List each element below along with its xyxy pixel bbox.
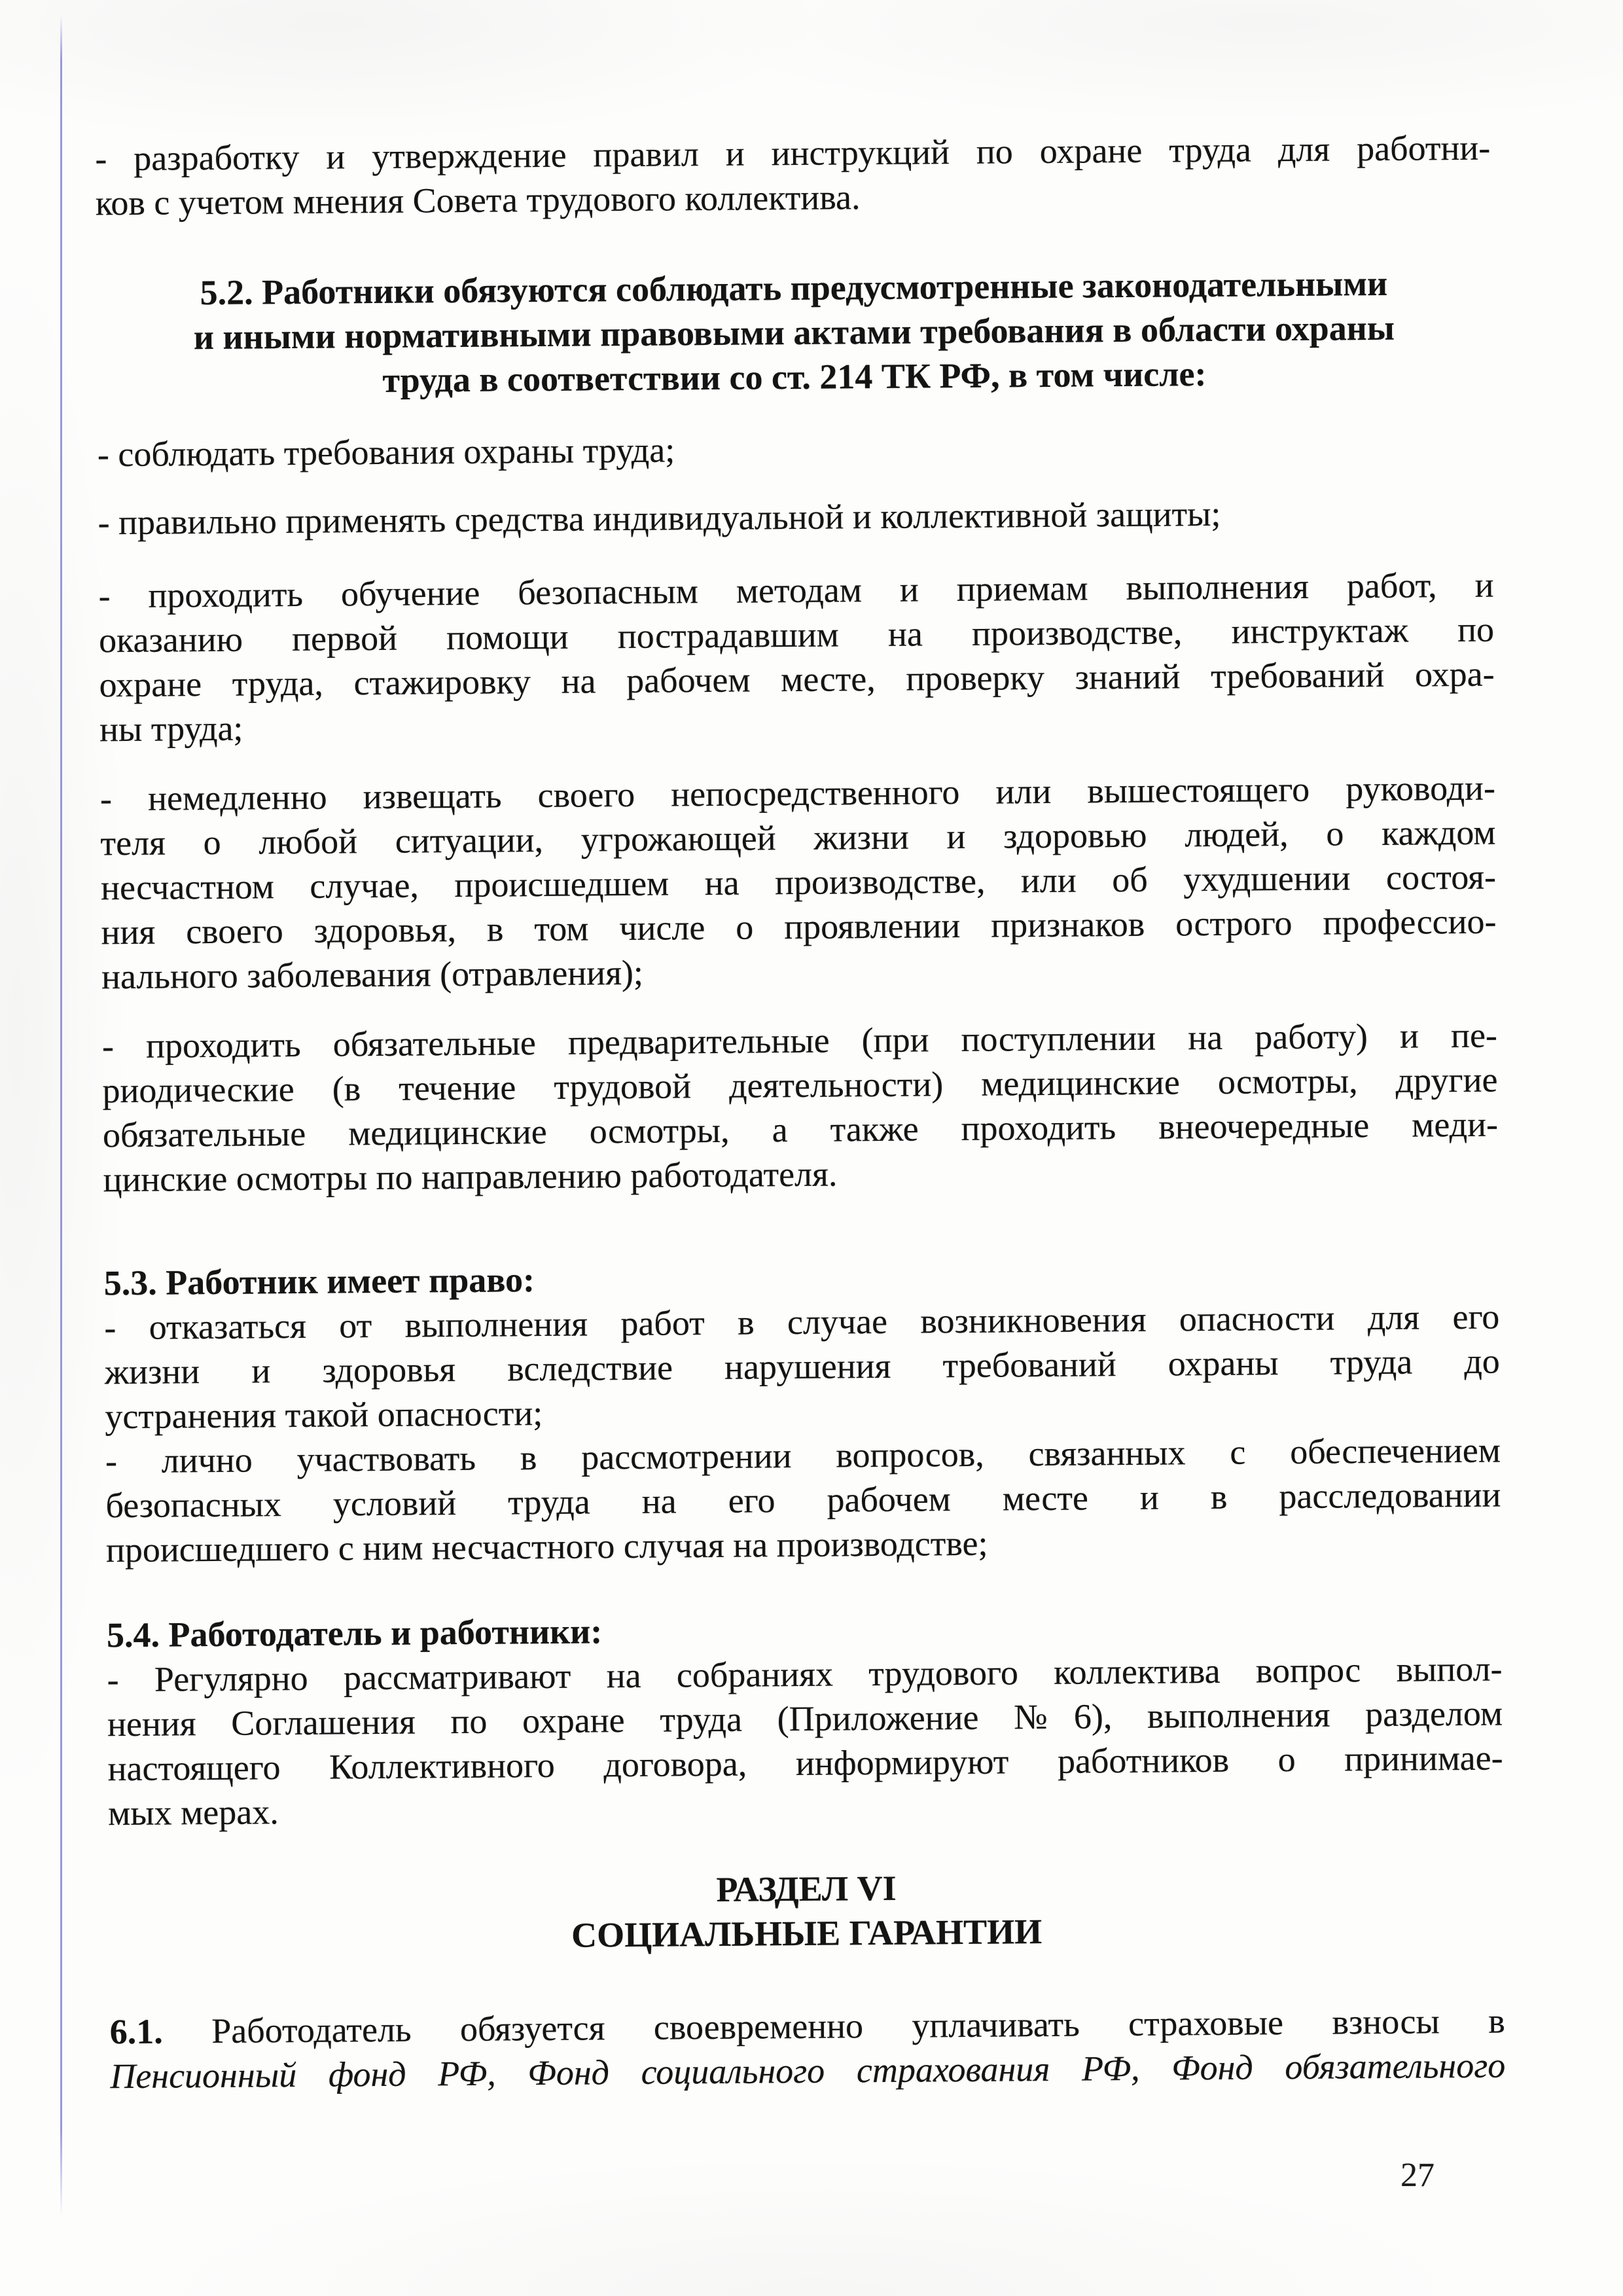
list-item-ppe — [98, 490, 1493, 545]
paragraph-line: жизни и здоровья вследствие нарушения требований охраны труда до — [104, 1341, 1501, 1392]
list-item-medical — [102, 1013, 1499, 1202]
paragraph-line: настоящего Коллективного договора, информируют работников о принимае- — [107, 1738, 1503, 1789]
paragraph-line: - правильно применять средства индивидуальной и коллективной защиты; — [98, 493, 1221, 543]
paragraph-line: - проходить обязательные предварительные (при поступлении на работу) и пе- — [101, 1015, 1498, 1066]
paragraph-line: мых мерах. — [107, 1792, 279, 1833]
paragraph-line: безопасных условий труда на его рабочем месте и в расследовании — [105, 1475, 1501, 1526]
heading-line: 5.2. Работники обязуются соблюдать предусмотренные законодательными — [200, 263, 1388, 313]
paragraph-line: - проходить обучение безопасным методам и приемам выполнения работ, и — [98, 565, 1494, 616]
paragraph-line: риодические (в течение трудовой деятельности) медицинские осмотры, другие — [102, 1060, 1498, 1111]
clause-5-3 — [104, 1250, 1502, 1573]
heading-line: труда в соответствии со ст. 214 ТК РФ, в том числе: — [382, 354, 1207, 400]
section-6-heading — [109, 1861, 1505, 1962]
clause-5-4-heading: 5.4. Работодатель и работники: — [106, 1611, 603, 1655]
clause-5-4 — [107, 1602, 1504, 1836]
clause-number: 6.1. — [109, 2011, 164, 2052]
clause-5-3-heading: 5.3. Работник имеет право: — [103, 1260, 535, 1303]
clause-5-2-heading — [96, 260, 1493, 405]
paragraph-line: устранения такой опасности; — [105, 1393, 543, 1437]
page-number: 27 — [1400, 2157, 1435, 2194]
paragraph-line: происшедшего с ним несчастного случая на производстве; — [105, 1523, 988, 1570]
paragraph-text — [163, 2011, 212, 2051]
heading-line: и иными нормативными правовыми актами требования в области охраны — [193, 308, 1395, 357]
list-item-notify — [100, 766, 1497, 999]
paragraph-line: - отказаться от выполнения работ в случае возникновения опасности для его — [104, 1297, 1500, 1348]
paragraph-line: - Регулярно рассматривают на собраниях трудового коллектива вопрос выпол- — [107, 1649, 1503, 1700]
paragraph-text: Работодатель обязуется своевременно уплачивать страховые взносы в — [211, 2001, 1505, 2051]
paragraph-line: нения Соглашения по охране труда (Приложение №6), выполнения разделом — [107, 1693, 1503, 1744]
paragraph-line: Пенсионный фонд РФ, Фонд социального страхования РФ, Фонд обязательного — [110, 2045, 1506, 2096]
paragraph-line: несчастном случае, происшедшем на производстве, или об ухудшении состоя- — [100, 857, 1497, 908]
paragraph-line: - немедленно извещать своего непосредственного или вышестоящего руководи- — [99, 768, 1496, 819]
paragraph-line: цинские осмотры по направлению работодателя. — [103, 1154, 838, 1200]
heading-line: РАЗДЕЛ VI — [716, 1868, 897, 1909]
paragraph-line: оказанию первой помощи пострадавшим на производстве, инструктаж по — [98, 609, 1495, 660]
document-content — [95, 126, 1505, 2099]
paragraph-intro — [95, 126, 1491, 226]
list-item-comply — [98, 422, 1493, 477]
scan-edge-line — [60, 16, 62, 2216]
paragraph-line: ков с учетом мнения Совета трудового коллектива. — [95, 177, 861, 223]
paragraph-line: нального заболевания (отравления); — [101, 952, 644, 997]
paragraph-line: охране труда, стажировку на рабочем месте, проверку знаний требований охра- — [99, 654, 1495, 705]
paragraph-line: - соблюдать требования охраны труда; — [97, 430, 675, 475]
paragraph-line: теля о любой ситуации, угрожающей жизни и здоровью людей, о каждом — [100, 812, 1496, 863]
clause-6-1 — [110, 1999, 1506, 2099]
heading-line: СОЦИАЛЬНЫЕ ГАРАНТИИ — [571, 1912, 1043, 1955]
list-item-training — [98, 563, 1495, 752]
paragraph-line: - лично участвовать в рассмотрении вопросов, связанных с обеспечением — [105, 1430, 1501, 1481]
paragraph-line: - разработку и утверждение правил и инструкций по охране труда для работни- — [95, 128, 1491, 179]
paragraph-line: ния своего здоровья, в том числе о проявлении признаков острого профессио- — [101, 901, 1497, 952]
paragraph-line: обязательные медицинские осмотры, а также проходить внеочередные меди- — [102, 1104, 1499, 1155]
paragraph-line: ны труда; — [99, 708, 243, 749]
